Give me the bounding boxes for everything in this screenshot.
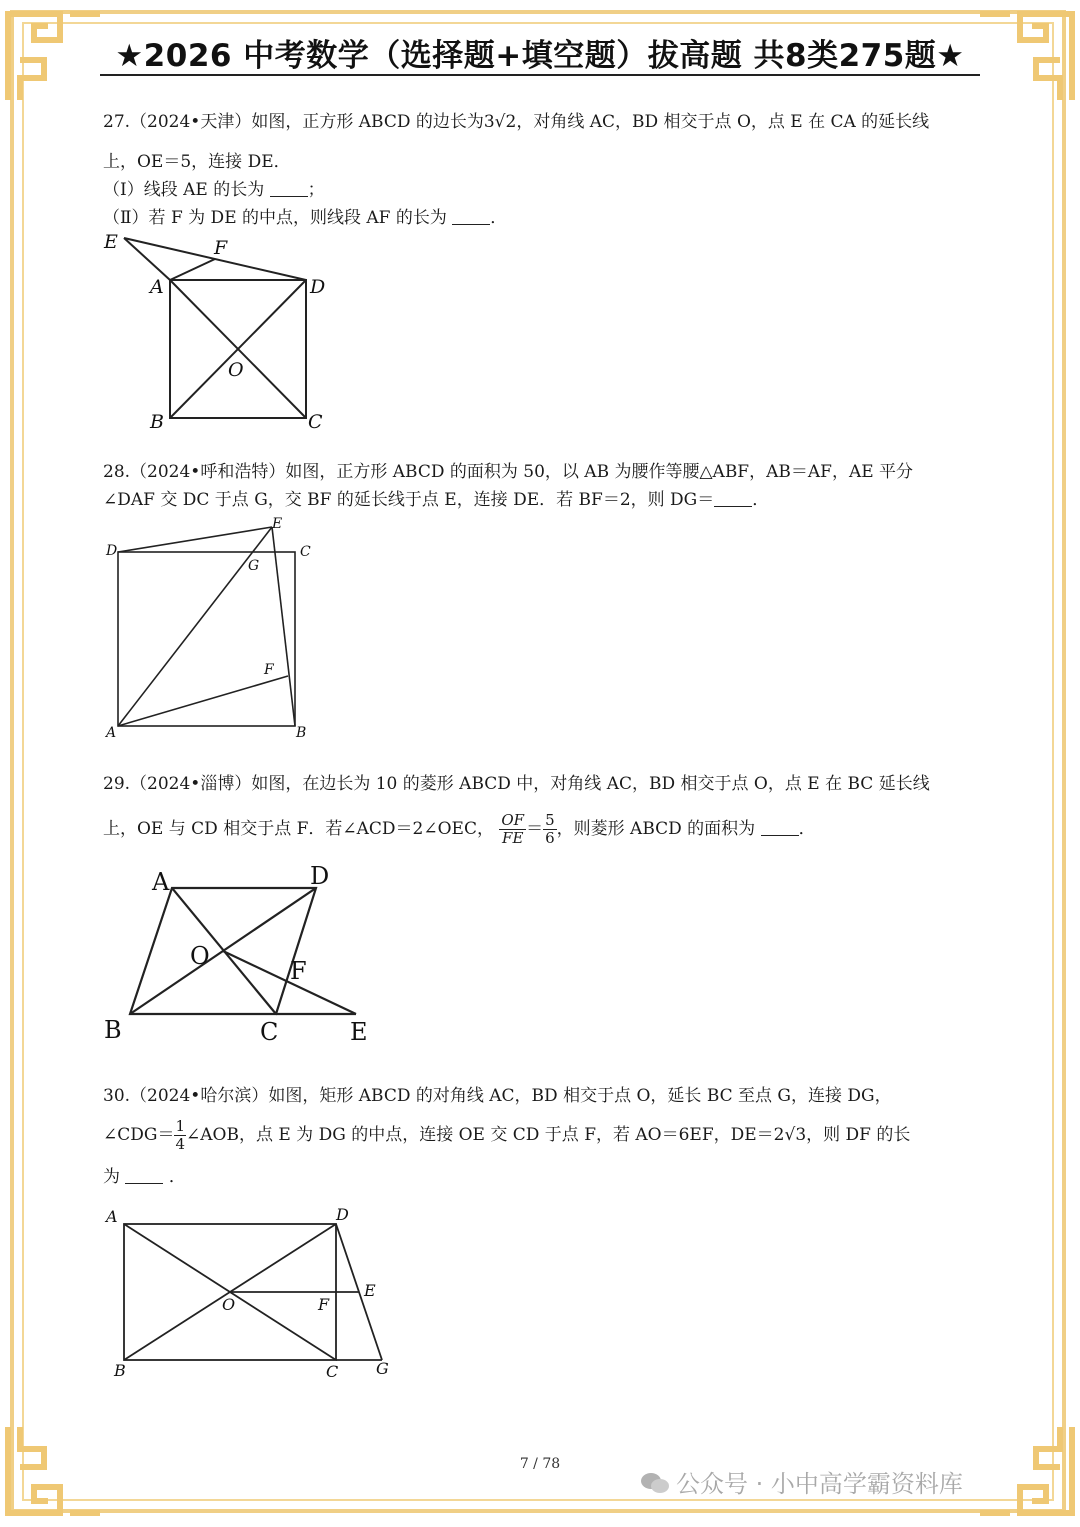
figure-label: F [264, 662, 274, 678]
figure-label: D [106, 543, 118, 559]
answer-blank [714, 488, 752, 507]
wechat-icon [640, 1471, 670, 1495]
question-28 [103, 458, 978, 514]
question-29 [103, 770, 978, 847]
corner-ornament-top-left [0, 0, 110, 110]
corner-ornament-bottom-left [0, 1417, 110, 1527]
figure-label: A [152, 868, 170, 896]
figure-label: G [376, 1359, 389, 1378]
answer-blank [761, 817, 799, 836]
figure-label: B [150, 411, 164, 433]
figure-label: E [272, 516, 283, 532]
q27-line-2: 上，OE＝5，连接 DE． [103, 152, 291, 172]
question-27 [103, 108, 978, 232]
figure-label: A [106, 725, 117, 741]
page-number: 7 / 78 [519, 1456, 561, 1472]
fraction-of-fe: $\frac{OF}{FE}$ [501, 811, 525, 847]
figure-q29 [100, 862, 380, 1056]
q27-line-4: （Ⅱ）若 F 为 DE 的中点，则线段 AF 的长为 ． [103, 208, 508, 228]
corner-ornament-bottom-right [970, 1417, 1080, 1527]
figure-label: D [310, 276, 326, 298]
q27-line-3: （Ⅰ）线段 AE 的长为 ； [103, 180, 325, 200]
q29-line-2: 上，OE 与 CD 相交于点 F．若∠ACD＝2∠OEC， $\frac{OF}{FE}$ ＝ $\frac{5}{6}$ ，则菱形 ABCD 的面积为 ． [103, 811, 816, 847]
page-title: ★2026 中考数学（选择题+填空题）拔高题 共8类275题★ [115, 38, 965, 74]
figure-label: C [260, 1018, 279, 1046]
figure-label: F [318, 1295, 330, 1314]
q27-line-1: 27.（2024•天津）如图，正方形 ABCD 的边长为3√2，对角线 AC，BD 相交于点 O，点 E 在 CA 的延长线 [103, 112, 930, 132]
q30-line-2: ∠CDG＝ $\frac{1}{4}$ ∠AOB，点 E 为 DG 的中点，连接 OE 交 CD 于点 F，若 AO＝6EF，DE＝2√3，则 DF 的长 [103, 1117, 911, 1153]
figure-label: F [290, 957, 307, 985]
fraction-1-4: $\frac{1}{4}$ [175, 1117, 186, 1153]
watermark [640, 1464, 963, 1499]
answer-blank [452, 206, 490, 225]
figure-label: D [336, 1205, 349, 1224]
figure-q28 [100, 512, 330, 746]
answer-blank [125, 1165, 163, 1184]
figure-label: A [150, 276, 164, 298]
q29-line-1: 29.（2024•淄博）如图，在边长为 10 的菱形 ABCD 中，对角线 AC，BD 相交于点 O，点 E 在 BC 延长线 [103, 774, 930, 794]
question-30 [103, 1082, 978, 1191]
figure-label: E [104, 231, 118, 253]
figure-label: C [326, 1362, 339, 1381]
answer-blank [270, 178, 308, 197]
fraction-5-6: $\frac{5}{6}$ [545, 811, 555, 847]
figure-q30 [100, 1202, 400, 1386]
figure-label: B [104, 1016, 122, 1044]
figure-label: O [222, 1295, 236, 1314]
watermark-text: 公众号 · 小中高学霸资料库 [676, 1470, 963, 1498]
header-divider [100, 74, 980, 76]
q30-line-1: 30.（2024•哈尔滨）如图，矩形 ABCD 的对角线 AC，BD 相交于点 O，延长 BC 至点 G，连接 DG， [103, 1086, 892, 1106]
corner-ornament-top-right [970, 0, 1080, 110]
figure-label: C [300, 544, 311, 560]
figure-label: C [308, 411, 323, 433]
figure-label: O [190, 942, 210, 970]
figure-label: B [114, 1361, 126, 1380]
q28-line-1: 28.（2024•呼和浩特）如图，正方形 ABCD 的面积为 50，以 AB 为腰作等腰△ABF，AB＝AF，AE 平分 [103, 462, 914, 482]
figure-label: G [248, 558, 260, 574]
figure-label: F [214, 237, 228, 259]
figure-label: E [364, 1281, 376, 1300]
q28-line-2: ∠DAF 交 DC 于点 G，交 BF 的延长线于点 E，连接 DE．若 BF＝2，则 DG＝ ． [103, 490, 770, 510]
figure-label: D [310, 862, 330, 890]
figure-label: E [350, 1018, 368, 1046]
q30-line-3: 为 ． [103, 1167, 186, 1187]
figure-label: B [296, 725, 307, 741]
figure-label: A [106, 1207, 118, 1226]
figure-label: O [228, 359, 244, 381]
figure-q27 [100, 228, 340, 442]
